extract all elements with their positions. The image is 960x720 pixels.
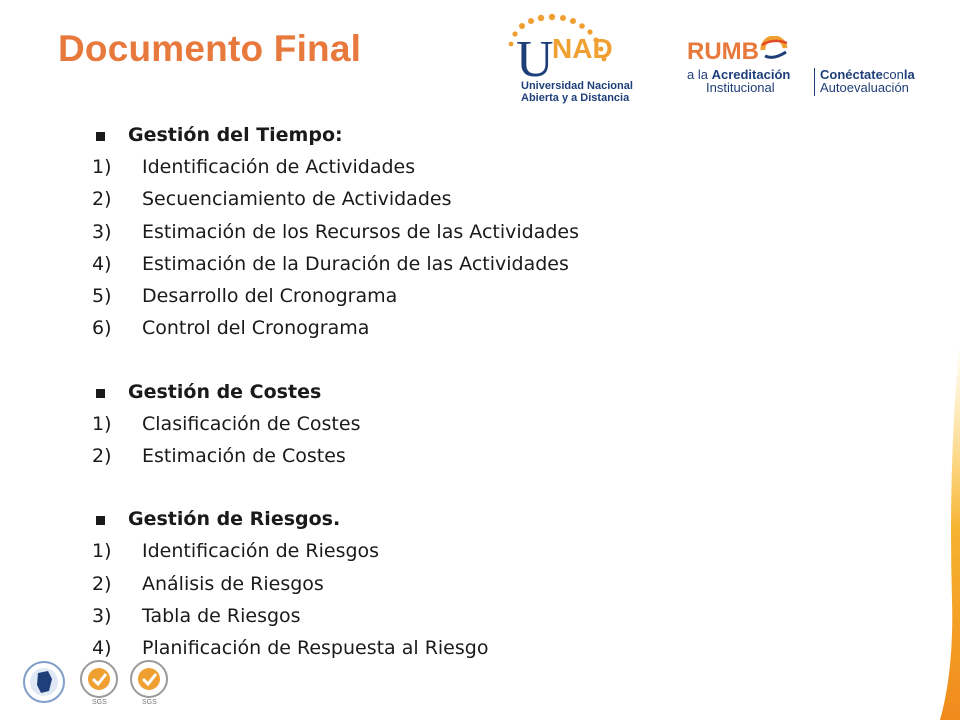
section-heading-text: Gestión de Riesgos. bbox=[128, 508, 341, 531]
list-item bbox=[92, 632, 692, 664]
item-text: Estimación de los Recursos de las Actividades bbox=[142, 220, 580, 243]
list-item bbox=[92, 312, 692, 344]
item-text: Control del Cronograma bbox=[142, 317, 370, 340]
spacer bbox=[92, 472, 692, 504]
item-number: 2) bbox=[92, 188, 112, 211]
colombia-seal-icon bbox=[24, 662, 64, 702]
list-item bbox=[92, 600, 692, 632]
section-heading-text: Gestión de Costes bbox=[128, 380, 322, 403]
slide-title: Documento Final bbox=[58, 28, 362, 69]
item-text: Identificación de Actividades bbox=[142, 156, 416, 178]
unad-line2: Abierta y a Distancia bbox=[521, 92, 630, 104]
item-text: Análisis de Riesgos bbox=[142, 572, 324, 595]
rumbo-line1-pre: a la bbox=[687, 67, 712, 82]
item-number: 1) bbox=[92, 156, 112, 178]
item-number: 2) bbox=[92, 445, 112, 468]
rumbo-line1-bold: Acreditación bbox=[711, 67, 791, 82]
sgs-label-2: SGS bbox=[142, 699, 157, 706]
section-heading bbox=[92, 504, 692, 535]
rumbo-right1-bold: Conéctate bbox=[820, 67, 883, 82]
list-item bbox=[92, 280, 692, 312]
item-number: 1) bbox=[92, 412, 112, 435]
item-text: Secuenciamiento de Actividades bbox=[142, 188, 452, 211]
item-number: 5) bbox=[92, 285, 112, 308]
list-item bbox=[92, 408, 692, 440]
rumbo-right1-mid: con bbox=[882, 67, 904, 82]
square-bullet-icon bbox=[96, 132, 105, 141]
sgs-seal-1-icon bbox=[81, 661, 117, 697]
content-list bbox=[92, 120, 692, 665]
sgs-label-1: SGS bbox=[92, 699, 107, 706]
rumbo-divider bbox=[814, 68, 815, 96]
list-item bbox=[92, 151, 692, 183]
rumbo-line2: Institucional bbox=[706, 80, 775, 95]
certification-seals bbox=[22, 657, 172, 707]
rumbo-wordmark bbox=[687, 36, 789, 66]
item-number: 3) bbox=[92, 604, 112, 627]
item-text: Estimación de Costes bbox=[142, 445, 346, 468]
item-number: 1) bbox=[92, 540, 112, 563]
sgs-seal-2-icon bbox=[131, 661, 167, 697]
list-item bbox=[92, 535, 692, 567]
spacer bbox=[92, 345, 692, 377]
section-heading bbox=[92, 120, 692, 151]
section-heading-text: Gestión del Tiempo: bbox=[128, 124, 343, 146]
item-number: 2) bbox=[92, 572, 112, 595]
item-number: 3) bbox=[92, 220, 112, 243]
square-bullet-icon bbox=[96, 389, 105, 398]
square-bullet-icon bbox=[96, 516, 105, 525]
item-text: Clasificación de Costes bbox=[142, 412, 361, 435]
item-text: Desarrollo del Cronograma bbox=[142, 285, 398, 308]
edge-decoration bbox=[940, 340, 960, 720]
item-text: Identificación de Riesgos bbox=[142, 540, 380, 563]
item-number: 4) bbox=[92, 252, 112, 275]
list-item bbox=[92, 248, 692, 280]
rumbo-right1-end: la bbox=[903, 67, 915, 82]
item-text: Tabla de Riesgos bbox=[142, 604, 301, 627]
list-item bbox=[92, 183, 692, 215]
rumbo-o-icon bbox=[759, 36, 789, 62]
item-text: Planificación de Respuesta al Riesgo bbox=[142, 637, 489, 660]
item-number: 4) bbox=[92, 637, 112, 660]
unad-subtitle bbox=[521, 80, 633, 104]
rumbo-right2: Autoevaluación bbox=[820, 80, 909, 95]
rumbo-text: RUMB bbox=[687, 38, 759, 65]
list-item bbox=[92, 568, 692, 600]
unad-line1: Universidad Nacional bbox=[521, 80, 633, 92]
svg-text:NAD: NAD bbox=[552, 33, 613, 64]
item-text: Estimación de la Duración de las Actividades bbox=[142, 252, 569, 275]
item-number: 6) bbox=[92, 317, 112, 340]
section-heading bbox=[92, 377, 692, 408]
svg-text:U: U bbox=[516, 31, 554, 88]
list-item bbox=[92, 440, 692, 472]
list-item bbox=[92, 216, 692, 248]
